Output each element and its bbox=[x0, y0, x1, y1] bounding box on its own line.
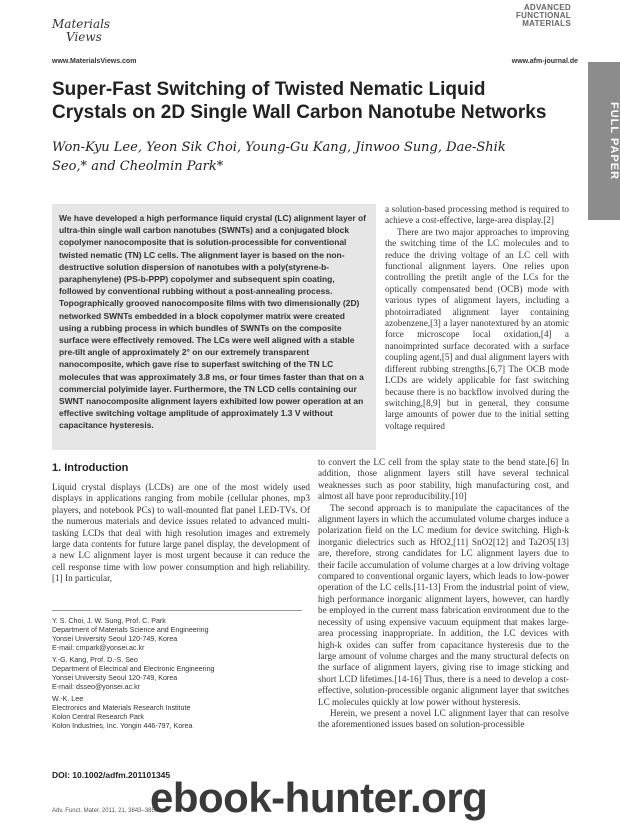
logo-left-line1: Materials bbox=[52, 17, 111, 31]
logo-right-line3: MATERIALS bbox=[522, 19, 571, 28]
footnote-divider bbox=[52, 610, 302, 611]
paragraph-two-approaches-cont: to convert the LC cell from the splay state to the bend state.[6] In addition, those alignment layers still have several technical weaknesses such as poor stability, high manufacturing cost, and almost all have poor reproducibility.[10] bbox=[318, 457, 569, 502]
paragraph-introduction: Liquid crystal displays (LCDs) are one of the most widely used displays in applications ranging from mobile (cellular phones, mp3 players, and notebook PCs) to wall-mounted flat panel LED-TVs. Of the numerous materials and device issues related to advanced multi-tasking LCDs that deal with high resolution images and extremely large data contents for future large panel display, the development of a new LC alignment layer is most urgent because it can reduce the cell response time with low power consumption and high reliability.[1] In particular, bbox=[52, 482, 310, 584]
watermark: ebook-hunter.org bbox=[150, 774, 488, 821]
page-footer: Adv. Funct. Mater. 2011, 21, 3843–3850 bbox=[52, 808, 159, 814]
paragraph-solution-based: a solution-based processing method is required to achieve a cost-effective, large-area display.[2] bbox=[385, 204, 569, 226]
logo-right-line2: FUNCTIONAL bbox=[516, 11, 571, 20]
author-list: Won-Kyu Lee, Yeon Sik Choi, Young-Gu Kang, Jinwoo Sung, Dae-Shik Seo,* and Cheolmin Park* bbox=[52, 140, 506, 174]
logo-left-line2: Views bbox=[66, 30, 102, 44]
affiliation-line: Yonsei University Seoul 120-749, Korea bbox=[52, 674, 178, 682]
logo-right-line1: ADVANCED bbox=[523, 3, 571, 12]
site-url-left[interactable]: www.MaterialsViews.com bbox=[52, 58, 137, 65]
section-label: FULL PAPER bbox=[608, 102, 620, 181]
paragraph-second-approach: The second approach is to manipulate the capacitances of the alignment layers in which the accumulated volume charges induce a polarization field on the LC medium for device switching. High-k inorganic dielectrics such as HfO2,[11] SnO2[12] and Ta2O5[13] are, therefore, strong candidates for LC alignment layers due to their facile accumulation of volume charges at a low driving voltage compared to conventional organic layers, which leads to low-power operation of the LC cells.[11-13] From the industrial point of view, high performance inorganic alignment layers, however, can hardly be employed in the current mass fabrication environment due to the necessity of using expensive vacuum equipment that makes large-area processing inappropriate. In addition, the LC devices with high-k oxides can suffer from capacitance hysteresis due to the large amount of volume charges and the many structural defects on the surface of alignment layers, giving rise to image sticking and short LCD lifetimes.[14-16] Thus, there is a need to develop a cost-effective, solution-processible organic alignment layer that switches LC molecules quickly at low power without hysteresis. bbox=[318, 502, 569, 707]
affiliation-line: Department of Electrical and Electronic Engineering bbox=[52, 665, 215, 673]
affiliations bbox=[52, 617, 302, 734]
doi[interactable]: DOI: 10.1002/adfm.201101345 bbox=[52, 770, 171, 780]
affiliation-line: Yonsei University Seoul 120-749, Korea bbox=[52, 635, 178, 643]
abstract-text: We have developed a high performance liquid crystal (LC) alignment layer of ultra-thin single wall carbon nanotubes (SWNTs) and a conjugated block copolymer nanocomposite that is solution-processible for conventional twisted nematic (TN) LC cells. The alignment layer is based on the non-destructive solution dispersion of nanotubes with a poly(styrene-b-paraphenylene) (PS-b-PPP) copolymer and subsequent spin coating, followed by conventional rubbing without a post-annealing process. Topographically grooved nanocomposite films with two dimensionally (2D) networked SWNTs embedded in a block copolymer matrix were created using a rubbing process in which bundles of SWNTs on the composite surface were effectively removed. The LCs were well aligned with a stable pre-tilt angle of approximately 2° on our extremely transparent nanocomposite, which gave rise to superfast switching of the TN LC molecules that was approximately 3.8 ms, or four times faster than that on a commercial polyimide layer. Furthermore, the TN LCD cells containing our SWNT nanocomposite alignment layers exhibited low power operation at an effective switching voltage amplitude of approximately 1.3 V without capacitance hysteresis. bbox=[59, 213, 366, 431]
affiliation-block-3 bbox=[52, 695, 302, 731]
affiliation-line: Kolon Industries, Inc. Yongin 446-797, Korea bbox=[52, 722, 193, 730]
right-column-wide bbox=[318, 457, 569, 731]
paragraph-two-approaches: There are two major approaches to improving the switching time of the LC molecules and to reduce the driving voltage of an LC cell with functional alignment layers. One relies upon controlling the pretilt angle of the LCs for the optically compensated bend (OCB) mode with various types of alignment layers, including a photoirradiated alignment layer containing azobenzene,[3] a layer nanotextured by an atomic force microscope local oxidation,[4] a nanoimprinted surface decorated with a surface coupling agent,[5] and dual alignment layers with different rubbing strengths.[6,7] The OCB mode LCDs are widely applicable for fast switching because there is no backflow involved during the switching,[8,9] but in general, they consume large amounts of power due to the initial setting voltage required bbox=[385, 226, 569, 431]
affiliation-line: W.-K. Lee bbox=[52, 695, 84, 703]
affiliation-block-2 bbox=[52, 656, 302, 692]
site-url-right[interactable]: www.afm-journal.de bbox=[511, 58, 578, 65]
affiliation-line: Electronics and Materials Research Institute bbox=[52, 704, 191, 712]
article-title: Super-Fast Switching of Twisted Nematic Liquid Crystals on 2D Single Wall Carbon Nanotube Networks bbox=[52, 79, 547, 123]
materials-views-logo bbox=[52, 18, 132, 56]
paragraph-herein: Herein, we present a novel LC alignment layer that can resolve the aforementioned issues based on solution-processible bbox=[318, 707, 569, 730]
affiliation-email[interactable]: E-mail: dsseo@yonsei.ac.kr bbox=[52, 683, 141, 691]
affiliation-line: Y.-G. Kang, Prof. D.-S. Seo bbox=[52, 656, 138, 664]
affiliation-line: Kolon Central Research Park bbox=[52, 713, 144, 721]
affiliation-line: Department of Materials Science and Engineering bbox=[52, 626, 209, 634]
right-column-narrow bbox=[385, 204, 569, 432]
affiliation-email[interactable]: E-mail: cmpark@yonsei.ac.kr bbox=[52, 644, 145, 652]
afm-logo bbox=[505, 4, 571, 28]
affiliation-line: Y. S. Choi, J. W. Sung, Prof. C. Park bbox=[52, 617, 166, 625]
introduction-column bbox=[52, 482, 310, 585]
section-tab bbox=[588, 62, 620, 220]
affiliation-block-1 bbox=[52, 617, 302, 653]
section-heading-introduction: 1. Introduction bbox=[52, 462, 129, 474]
